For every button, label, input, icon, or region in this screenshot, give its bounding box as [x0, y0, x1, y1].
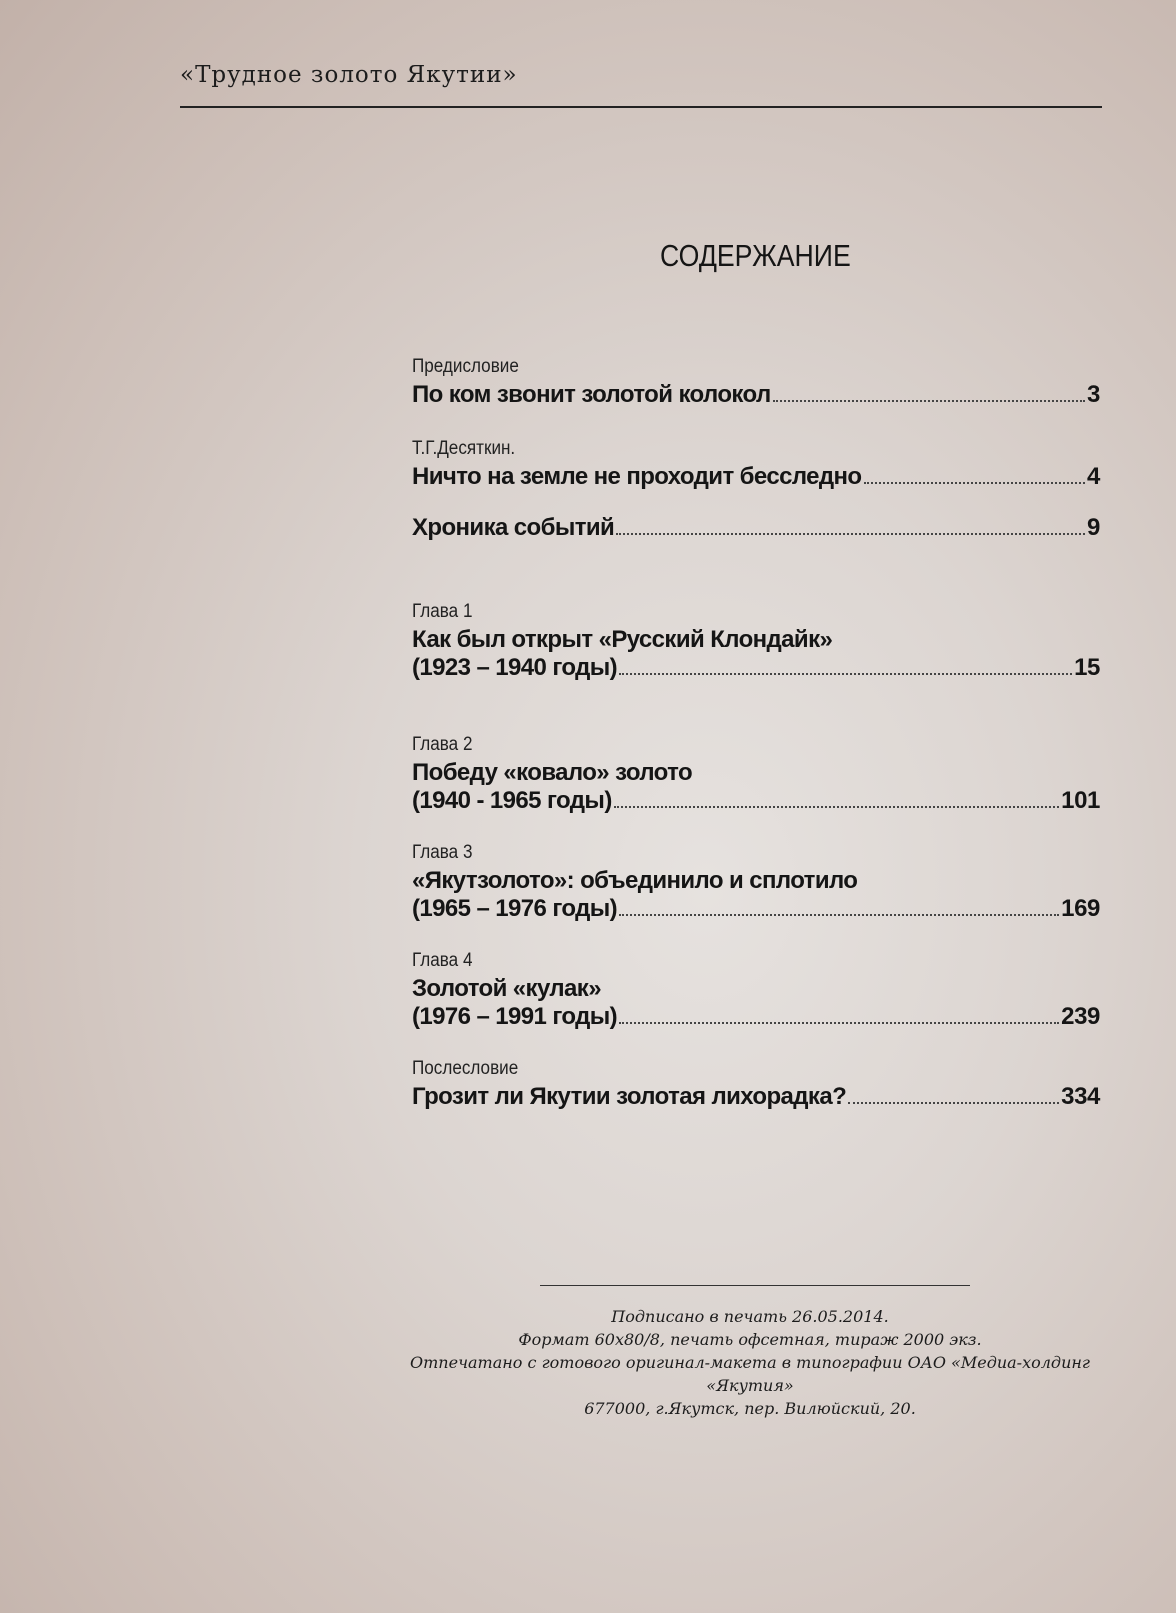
dot-leader — [616, 533, 1085, 535]
entry-title: По ком звонит золотой колокол — [412, 381, 771, 408]
entry-label: Глава 4 — [412, 950, 473, 971]
entry-line — [412, 1083, 1100, 1111]
entry-label: Т.Г.Десяткин. — [412, 438, 516, 459]
page-number: 239 — [1061, 1003, 1100, 1030]
entry-label: Послесловие — [412, 1058, 519, 1079]
entry-title: Ничто на земле не проходит бесследно — [412, 463, 862, 490]
entry-title: «Якутзолото»: объединило и сплотило — [412, 867, 858, 894]
entry-label: Глава 2 — [412, 734, 473, 755]
page-number: 169 — [1061, 895, 1100, 922]
entry-label: Глава 1 — [412, 601, 473, 622]
dot-leader — [619, 673, 1072, 675]
imprint-line: 677000, г.Якутск, пер. Вилюйский, 20. — [584, 1399, 916, 1418]
entry-title: Золотой «кулак» — [412, 975, 601, 1002]
page-number: 4 — [1087, 463, 1100, 490]
entry-years: (1965 – 1976 годы) — [412, 895, 618, 922]
entry-years: (1923 – 1940 годы) — [412, 654, 618, 681]
toc-entry-preface[interactable] — [412, 356, 1100, 409]
entry-title: Как был открыт «Русский Клондайк» — [412, 626, 833, 653]
page-number: 3 — [1087, 381, 1100, 408]
dot-leader — [864, 482, 1086, 484]
dot-leader — [773, 400, 1085, 402]
imprint-line: Подписано в печать 26.05.2014. — [611, 1307, 889, 1326]
header-rule — [180, 106, 1102, 108]
entry-line — [412, 463, 1100, 491]
toc-entry-desyatkin[interactable] — [412, 438, 1100, 491]
running-head: «Трудное золото Якутии» — [180, 62, 518, 88]
entry-title: Грозит ли Якутии золотая лихорадка? — [412, 1083, 847, 1110]
imprint-line: Отпечатано с готового оригинал-макета в типографии ОАО «Медиа-холдинг — [410, 1353, 1090, 1372]
entry-label: Глава 3 — [412, 842, 473, 863]
entry-title: Победу «ковало» золото — [412, 759, 693, 786]
dot-leader — [614, 806, 1059, 808]
toc-entry-chronicle[interactable] — [412, 514, 1100, 542]
entry-line — [412, 895, 1100, 923]
page-number: 334 — [1061, 1083, 1100, 1110]
imprint-line: Формат 60х80/8, печать офсетная, тираж 2000 экз. — [518, 1330, 982, 1349]
toc-entry-chapter-4[interactable] — [412, 950, 1100, 1031]
entry-label: Предисловие — [412, 356, 519, 377]
dot-leader — [619, 914, 1059, 916]
entry-line — [412, 787, 1100, 815]
toc-entry-chapter-1[interactable] — [412, 601, 1100, 682]
toc-title: СОДЕРЖАНИЕ — [660, 238, 851, 273]
entry-line — [412, 381, 1100, 409]
toc-entry-chapter-3[interactable] — [412, 842, 1100, 923]
dot-leader — [619, 1022, 1059, 1024]
page-number: 15 — [1074, 654, 1100, 681]
entry-line — [412, 654, 1100, 682]
dot-leader — [848, 1102, 1059, 1104]
footer-rule — [540, 1285, 970, 1286]
toc-entry-chapter-2[interactable] — [412, 734, 1100, 815]
imprint — [380, 1305, 1120, 1420]
entry-title: Хроника событий — [412, 514, 615, 541]
imprint-line: «Якутия» — [706, 1376, 794, 1395]
page-number: 101 — [1061, 787, 1100, 814]
entry-line — [412, 1003, 1100, 1031]
toc-entry-afterword[interactable] — [412, 1058, 1100, 1111]
entry-line — [412, 514, 1100, 542]
entry-years: (1940 - 1965 годы) — [412, 787, 612, 814]
page-number: 9 — [1087, 514, 1100, 541]
entry-years: (1976 – 1991 годы) — [412, 1003, 618, 1030]
